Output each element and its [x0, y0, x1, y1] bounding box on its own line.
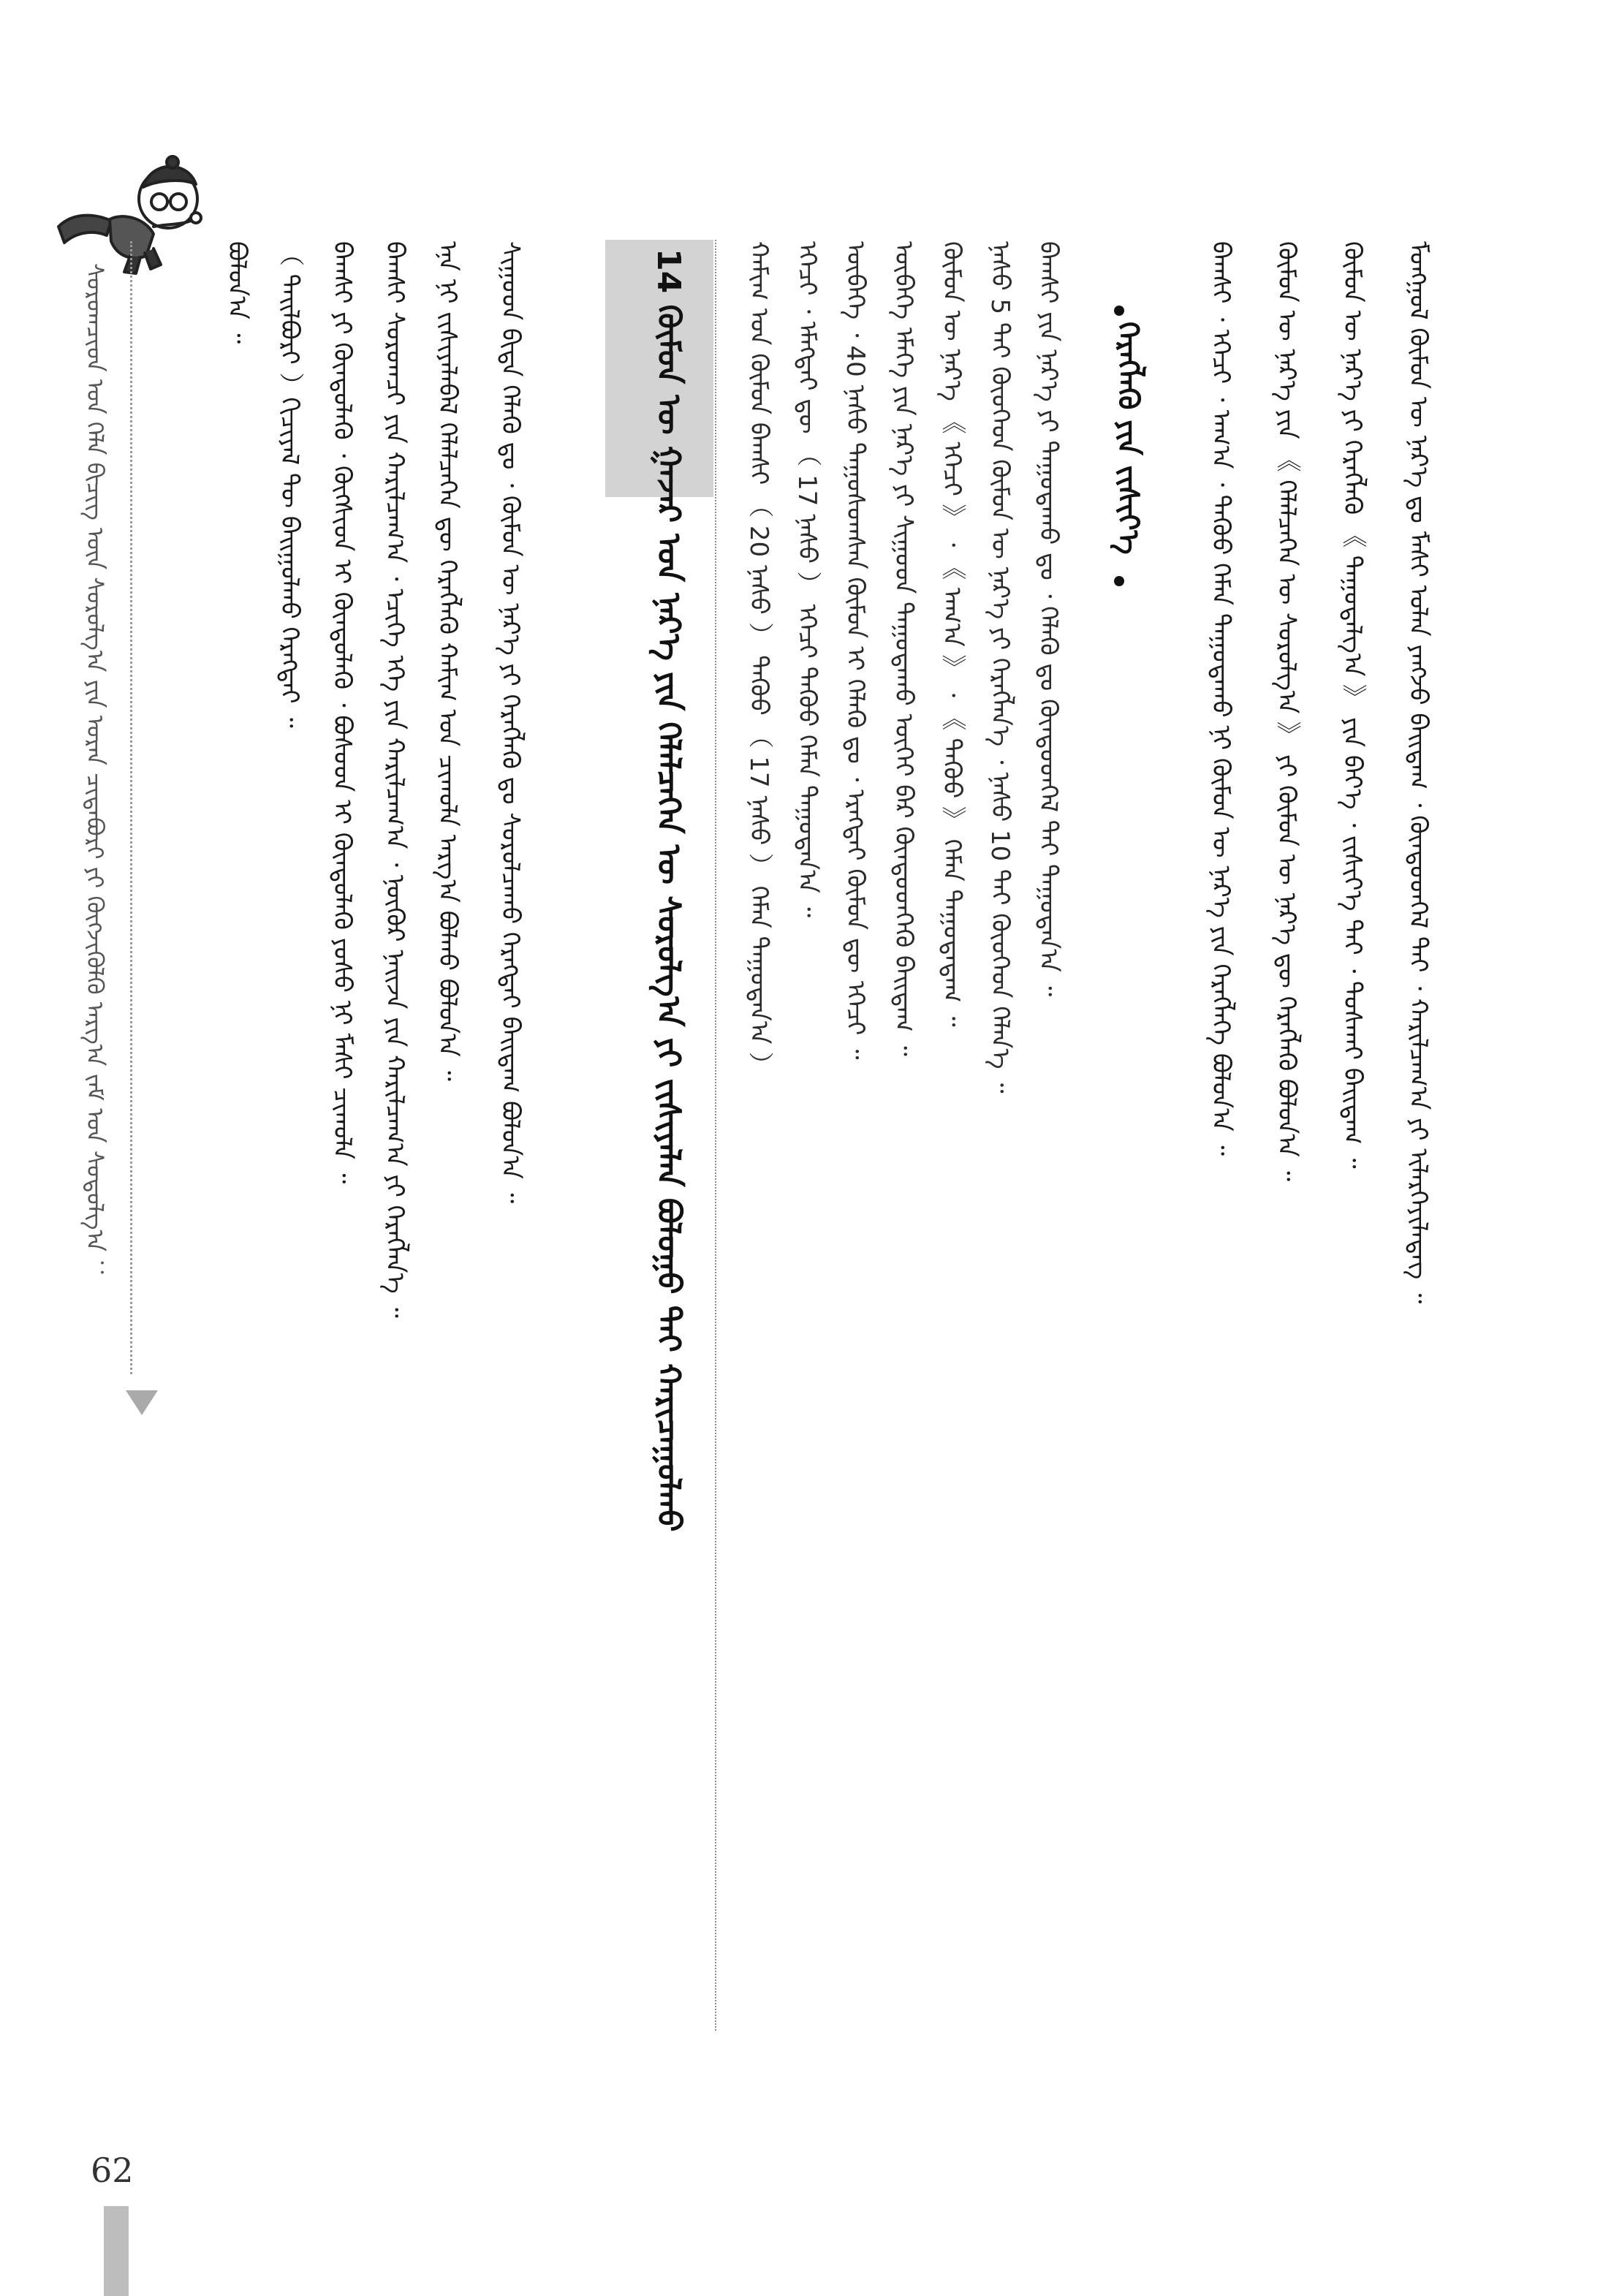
- section-title: [640, 249, 697, 1747]
- boy-with-glasses-icon: [44, 132, 205, 278]
- language-example-line: ᠨᠠᠰᠤ 5 ᠲᠠᠢ ᠬᠦᠦᠬᠡᠳ ᠬᠦᠮᠦᠨ ᠦ ᠨᠡᠷ᠎ᠡ ᠶᠢ ᠬᠡᠷᠡᠭᠯᠡᠨ᠎ᠡ ᠂ ᠨᠠᠰᠤ 10 ᠲᠠᠢ ᠬᠦᠦᠬᠡᠳ ᠬᠡᠯᠡᠨ᠎ᠡ ᠃: [985, 241, 1015, 1094]
- lower-paragraph-line: ᠰᠢᠭᠤᠳ ᠪᠢᠳᠡ ᠬᠡᠯᠡᠬᠦ ᠳᠤ ᠂ ᠬᠦᠮᠦᠨ ᠦ ᠨᠡᠷ᠎ᠡ ᠶᠢ ᠬᠡᠷᠡᠭᠯᠡᠬᠦ ᠳᠤ ᠰᠤᠷᠤᠯᠴᠠᠬᠤ ᠬᠡᠷᠡᠭᠲᠡᠢ ᠪᠠᠢᠳᠠᠭ ᠪᠤᠯᠤᠨ᠎ᠠ ᠃: [496, 241, 525, 1204]
- language-example-line: ᠬᠠᠮᠢᠭ ᠤᠨ ᠬᠦᠮᠦᠨ ᠪᠠᠭᠰᠢ （ 20 ᠨᠠᠰᠤ ） ᠳᠡᠭᠦᠦ （ 17 ᠨᠠᠰᠤ ） ᠬᠡᠮᠡᠨ ᠳᠠᠭᠤᠳᠠᠨ᠎ᠠ ）: [744, 241, 773, 1077]
- language-example-line: ᠥᠪᠡᠭᠡ ᠂ 40 ᠨᠠᠰᠤ ᠳᠠᠭᠤᠰᠤᠭᠰᠠᠨ ᠬᠦᠮᠦᠨ ᠢ ᠬᠡᠯᠡᠬᠦ ᠳᠤ ᠂ ᠡᠷᠡᠭᠲᠡᠢ ᠬᠦᠮᠦᠨ ᠳᠦ ᠡᠭᠡᠴᠢ ᠃: [841, 241, 870, 1060]
- bullet-dot-icon: [1114, 306, 1124, 316]
- margin-divider: [130, 241, 132, 1374]
- triangle-marker-icon: [126, 1390, 158, 1415]
- page-edge-tab: [104, 2206, 129, 2296]
- language-example-line: ᠬᠦᠮᠦᠨ ᠦ ᠨᠡᠷ᠎ᠡ 《 ᠡᠭᠡᠴᠢ 》 ᠂ 《 ᠠᠬ᠎ᠠ 》 ᠂ 《 ᠳᠡᠭᠦᠦ 》 ᠬᠡᠮᠡᠨ ᠳᠠᠭᠤᠳᠠᠳᠠᠭ ᠃: [937, 241, 966, 1027]
- lower-paragraph-line: （ ᠲᠠᠢᠯᠪᠤᠷᠢ ）ᠬᠢᠴᠢᠶᠡᠯ ᠲᠦ ᠪᠠᠢᠭᠤᠯᠬᠤ ᠬᠡᠷᠡᠭᠲᠡᠢ ᠃: [275, 241, 304, 728]
- upper-paragraph-line: ᠬᠦᠮᠦᠨ ᠦ ᠨᠡᠷ᠎ᠡ ᠶᠢ ᠬᠡᠷᠡᠭᠯᠡᠬᠦ 《 ᠳᠠᠭᠤᠳᠠᠯᠭ᠎ᠠ 》 ᠶᠢᠨ ᠪᠡᠶ᠎ᠡ ᠂ ᠵᠢᠱᠢᠶ᠎ᠡ ᠲᠠᠢ ᠂ ᠲᠤᠰᠬᠠᠢ ᠪᠠᠢᠳᠠᠭ ᠃: [1338, 241, 1367, 1169]
- section-number: 14: [650, 249, 687, 294]
- lower-paragraph-line: ᠡᠨᠡ ᠨᠢ ᠵᠢᠱᠢᠶᠡᠯᠡᠪᠡᠯ ᠬᠡᠯᠡᠯᠴᠡᠭᠡᠨ ᠳᠦ ᠬᠡᠷᠡᠭᠯᠡᠬᠦ ᠬᠠᠮᠢᠭ ᠤᠨ ᠴᠢᠬᠤᠯᠠ ᠠᠷᠭ᠎ᠠ ᠪᠣᠯᠬᠤ ᠪᠣᠯᠤᠨ᠎ᠠ ᠃: [433, 241, 462, 1081]
- lower-paragraph-line: ᠪᠠᠭᠰᠢ ᠶᠢ ᠬᠦᠨᠳᠦᠯᠡᠬᠦ ᠂ ᠬᠥᠭᠰᠢᠳ ᠢ ᠬᠦᠨᠳᠦᠯᠡᠬᠦ ᠂ ᠪᠤᠰᠤᠳ ᠢ ᠬᠦᠨᠳᠦᠯᠡᠬᠦ ᠶᠤᠰᠤ ᠨᠢ ᠮᠠᠰᠢ ᠴᠢᠬᠤᠯᠠ ᠃: [327, 241, 357, 1184]
- running-title: ᠰᠤᠷᠤᠭᠴᠢᠳ ᠤᠨ ᠬᠡᠯᠡ ᠪᠢᠴᠢᠭ ᠦᠨ ᠰᠤᠷᠤᠯᠭ᠎ᠠ ᠶᠢᠨ ᠤᠷᠠᠨ ᠴᠢᠳᠠᠪᠤᠷᠢ ᠶᠢ ᠬᠥᠭᠵᠢᠭᠦᠯᠬᠦ ᠠᠷᠭ᠎ᠠ ᠵᠠᠮ ᠤᠨ ᠰᠤᠳᠤᠯᠭ᠎ᠠ ：: [81, 263, 109, 1283]
- language-example-line: ᠪᠠᠭᠰᠢ ᠶᠢᠨ ᠨᠡᠷ᠎ᠡ ᠶᠢ ᠳᠠᠭᠤᠳᠠᠬᠤ ᠳᠤ ᠂ ᠬᠡᠯᠡᠬᠦ ᠳᠤ ᠬᠦᠨᠳᠦᠳᠬᠡᠯ ᠲᠡᠢ ᠳᠠᠭᠤᠳᠠᠨ᠎ᠠ ᠃: [1034, 241, 1063, 997]
- lower-paragraph-line: ᠪᠤᠯᠤᠨ᠎ᠠ ᠃: [222, 241, 251, 344]
- page-number: 62: [91, 2151, 134, 2190]
- upper-paragraph-line: ᠪᠠᠭᠰᠢ ᠂ ᠡᠭᠡᠴᠢ ᠂ ᠠᠬ᠎ᠠ ᠂ ᠳᠡᠭᠦᠦ ᠬᠡᠮᠡᠨ ᠳᠠᠭᠤᠳᠠᠬᠤ ᠨᠢ ᠬᠦᠮᠦᠨ ᠦ ᠨᠡᠷ᠎ᠡ ᠶᠢᠨ ᠬᠡᠷᠡᠭᠯᠡᠭᠡ ᠪᠣᠯᠤᠨ᠎ᠠ ᠃: [1206, 241, 1235, 1156]
- language-example-line: ᠥᠪᠡᠭᠡ ᠡᠮᠡᠭᠡ ᠶᠢᠨ ᠨᠡᠷ᠎ᠡ ᠶᠢ ᠰᠢᠭᠤᠳ ᠳᠠᠭᠤᠳᠠᠬᠤ ᠦᠭᠡᠢ ᠪᠡᠷ ᠬᠦᠨᠳᠦᠳᠬᠡᠬᠦ ᠪᠠᠢᠳᠠᠭ ᠃: [889, 241, 918, 1056]
- upper-paragraph-line: ᠬᠦᠮᠦᠨ ᠦ ᠨᠡᠷ᠎ᠡ ᠶᠢᠨ 《 ᠬᠡᠯᠡᠯᠴᠡᠭᠡᠨ ᠦ ᠰᠤᠷᠤᠯᠭ᠎ᠠ 》 ᠶᠢ ᠬᠦᠮᠦᠨ ᠦ ᠨᠡᠷ᠎ᠡ ᠳᠦ ᠬᠡᠷᠡᠭᠯᠡᠬᠦ ᠪᠣᠯᠤᠨ᠎ᠠ ᠃: [1272, 241, 1301, 1182]
- language-example-line: ᠡᠭᠡᠴᠢ ᠂ ᠡᠮᠡᠭᠲᠡᠢ ᠳᠦ （ 17 ᠨᠠᠰᠤ ） ᠡᠭᠡᠴᠢ ᠳᠡᠭᠦᠦ ᠬᠡᠮᠡᠨ ᠳᠠᠭᠤᠳᠠᠨ᠎ᠠ ᠃: [792, 241, 822, 917]
- upper-paragraph-line: ᠮᠣᠩᠭᠣᠯ ᠬᠦᠮᠦᠨ ᠦ ᠨᠡᠷ᠎ᠡ ᠳᠤ ᠮᠠᠰᠢ ᠣᠯᠠᠨ ᠶᠠᠩᠵᠤ ᠪᠠᠢᠳᠠᠭ ᠂ ᠬᠦᠨᠳᠦᠳᠬᠡᠯ ᠲᠡᠢ ᠂ ᠬᠠᠷᠢᠯᠴᠠᠭ᠎ᠠ ᠶᠢ ᠢᠯᠡᠷᠬᠡᠶᠢᠯᠡᠳᠡᠭ ᠃: [1403, 241, 1433, 1304]
- section-divider: [715, 240, 716, 2031]
- lower-paragraph-line: ᠪᠠᠭᠰᠢ ᠰᠤᠷᠤᠭᠴᠢ ᠶᠢᠨ ᠬᠠᠷᠢᠯᠴᠠᠭ᠎ᠠ ᠂ ᠡᠴᠢᠭᠡ ᠡᠬᠡ ᠶᠢᠨ ᠬᠠᠷᠢᠯᠴᠠᠭ᠎ᠠ ᠂ ᠨᠥᠬᠥᠷ ᠨᠠᠢᠵᠠ ᠶᠢᠨ ᠬᠠᠷᠢᠯᠴᠠᠭ᠎ᠠ ᠶᠢ ᠬᠡᠷᠡᠭᠯᠡᠨ᠎ᠡ ᠃: [380, 241, 409, 1318]
- bullet-dot-icon: [1114, 576, 1124, 586]
- subheading: ᠬᠡᠷᠡᠭᠯᠡᠬᠦ ᠶᠢᠨ ᠵᠢᠱᠢᠶ᠎ᠡ: [1111, 322, 1145, 555]
- section-title-text: ᠬᠦᠮᠦᠨ ᠦ ᠭᠠᠵᠠᠷ ᠤᠨ ᠨᠡᠷ᠎ᠡ ᠶᠢᠨ ᠬᠡᠯᠡᠯᠴᠡᠭᠡᠨ ᠦ ᠰᠤᠷᠤᠯᠭ᠎ᠠ ᠶᠢ ᠵᠢᠱᠢᠶᠡᠯᠡᠨ ᠪᠤᠯᠤᠭᠤ ᠲᠠᠢ ᠬᠠᠷᠢᠴᠠᠭᠤᠯᠬᠤ: [650, 304, 687, 1532]
